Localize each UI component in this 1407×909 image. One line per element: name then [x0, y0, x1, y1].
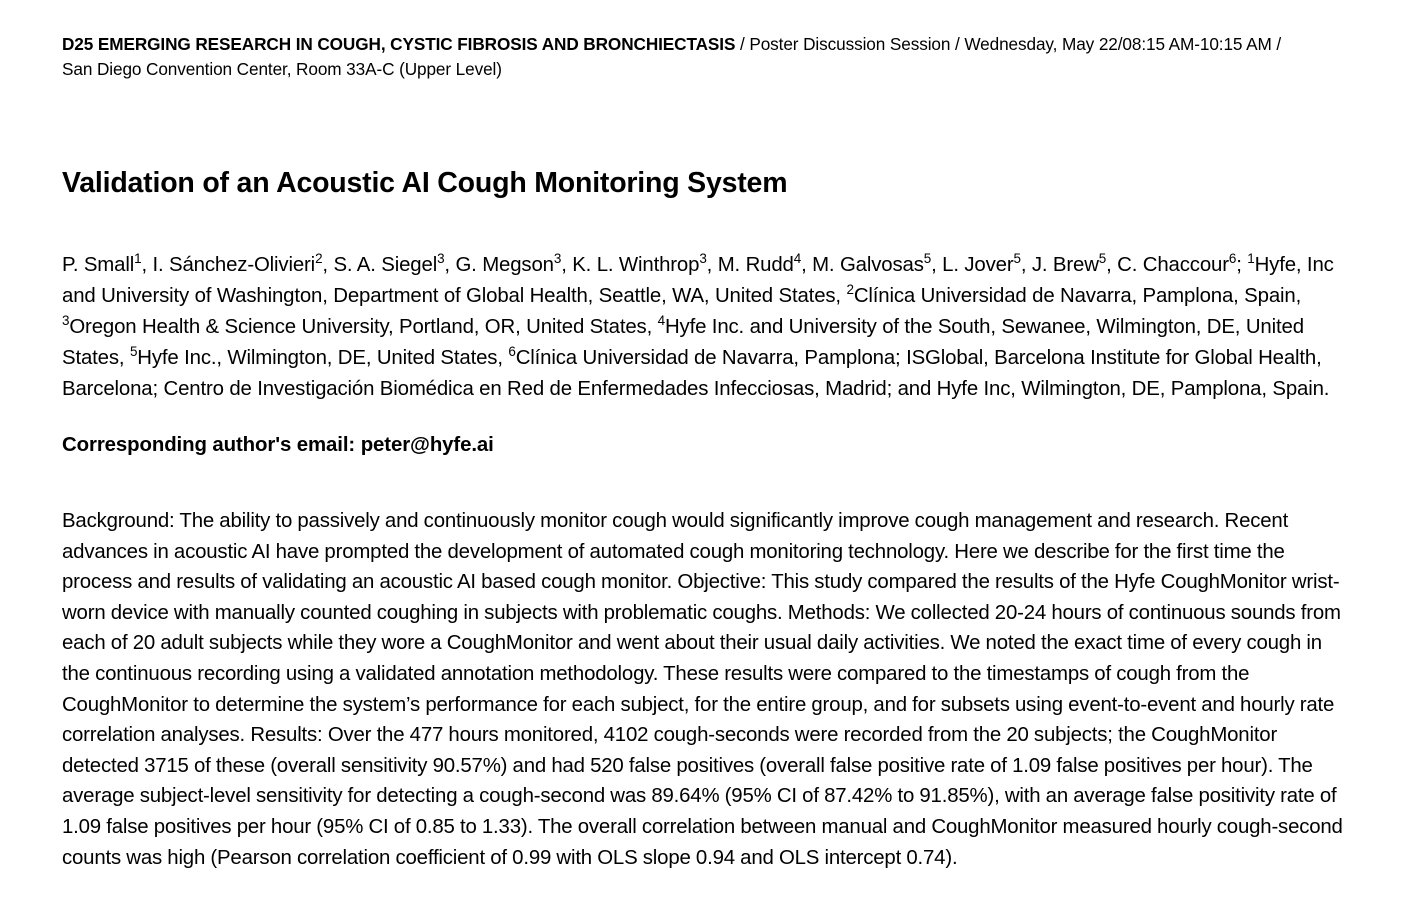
author-affiliation-marker: 3: [553, 251, 562, 267]
affiliation-text: Oregon Health & Science University, Portland, OR, United States,: [69, 316, 658, 338]
author-affiliation-marker: 6: [1228, 251, 1237, 267]
abstract-body: Background: The ability to passively and continuously monitor cough would significantly improve cough management and research. Recent advances in acoustic AI have prompted the development of automated cough monitoring technology. Here we describe for the first time the process and results of validating an acoustic AI based cough monitor. Objective: This study compared the results of the Hyfe CoughMonitor wrist-worn device with manually counted coughing in subjects with problematic coughs. Methods: We collected 20-24 hours of continuous sounds from each of 20 adult subjects while they wore a CoughMonitor and went about their usual daily activities. We noted the exact time of every cough in the continuous recording using a validated annotation methodology. These results were compared to the timestamps of cough from the CoughMonitor to determine the system’s performance for each subject, for the entire group, and for subsets using event-to-event and hourly rate correlation analyses. Results: Over the 477 hours monitored, 4102 cough-seconds were recorded from the 20 subjects; the CoughMonitor detected 3715 of these (overall sensitivity 90.57%) and had 520 false positives (overall false positive rate of 1.09 false positives per hour). The average subject-level sensitivity for detecting a cough-second was 89.64% (95% CI of 87.42% to 91.85%), with an average false positivity rate of 1.09 false positives per hour (95% CI of 0.85 to 1.33). The overall correlation between manual and CoughMonitor measured hourly cough-second counts was high (Pearson correlation coefficient of 0.99 with OLS slope 0.94 and OLS intercept 0.74).: [62, 510, 1343, 869]
affiliation-marker: 2: [846, 282, 854, 298]
affiliation-text: Hyfe Inc., Wilmington, DE, United States,: [137, 347, 509, 369]
author-name: I. Sánchez-Olivieri: [152, 254, 316, 276]
author-affiliation-marker: 3: [437, 251, 445, 267]
author-affiliation-marker: 4: [793, 251, 802, 267]
author-name: M. Rudd: [717, 254, 794, 276]
affiliation-marker: 4: [657, 313, 665, 329]
author-affiliation-marker: 1: [134, 251, 142, 267]
author-affiliation-marker: 5: [923, 251, 932, 267]
corresponding-author-email: peter@hyfe.ai: [360, 434, 494, 456]
author-affiliation-marker: 3: [699, 251, 707, 267]
affiliation-text: Clínica Universidad de Navarra, Pamplona; ISGlobal, Barcelona Institute for Global Health, Barcelona; Centro de Investigación Biomédica en Red de Enfermedades Infecciosas, Madrid; and Hyfe Inc, Wilmington, DE, Pamplona, Spain.: [62, 347, 1330, 400]
affiliation-marker: 1: [1247, 251, 1255, 267]
session-details: / Poster Discussion Session / Wednesday, May 22/08:15 AM-10:15 AM / San Diego Convention Center, Room 33A-C (Upper Level): [62, 34, 1282, 79]
author-name: J. Brew: [1031, 254, 1099, 276]
author-name: P. Small: [62, 254, 135, 276]
affiliation-marker: 3: [62, 313, 70, 329]
author-list: P. Small$^1$, I. Sánchez-Olivieri$^2$, S. A. Siegel$^3$, G. Megson$^3$, K. L. Winthrop$^3$, M. Rudd$^4$, M. Galvosas$^5$, L. Jover$^5$, J. Brew$^5$, C. Chaccour$^6$;: [62, 251, 1248, 276]
author-name: L. Jover: [942, 254, 1014, 276]
corresponding-author: [62, 431, 1345, 459]
affiliation-marker: 6: [508, 344, 516, 360]
session-header: [62, 32, 1310, 82]
author-affiliation-marker: 5: [1013, 251, 1021, 267]
author-name: C. Chaccour: [1117, 254, 1229, 276]
corresponding-author-label: Corresponding author's email:: [62, 434, 361, 456]
author-affiliation-marker: 5: [1098, 251, 1107, 267]
affiliation-text: Hyfe Inc. and University of the South, Sewanee, Wilmington, DE, United States,: [62, 316, 1304, 369]
affiliation-marker: 5: [129, 344, 138, 360]
author-name: S. A. Siegel: [333, 254, 438, 276]
page-title: Validation of an Acoustic AI Cough Monitoring System: [62, 167, 788, 199]
author-affiliation-marker: 2: [315, 251, 323, 267]
affiliation-text: Clínica Universidad de Navarra, Pamplona, Spain,: [853, 285, 1302, 307]
author-name: K. L. Winthrop: [572, 254, 700, 276]
affiliation-text: Hyfe, Inc and University of Washington, Department of Global Health, Seattle, WA, United States,: [62, 254, 1334, 307]
author-name: G. Megson: [455, 254, 554, 276]
authors-and-affiliations: [62, 250, 1345, 405]
session-code: D25 EMERGING RESEARCH IN COUGH, CYSTIC FIBROSIS AND BRONCHIECTASIS: [62, 34, 736, 54]
author-name: M. Galvosas: [812, 254, 924, 276]
